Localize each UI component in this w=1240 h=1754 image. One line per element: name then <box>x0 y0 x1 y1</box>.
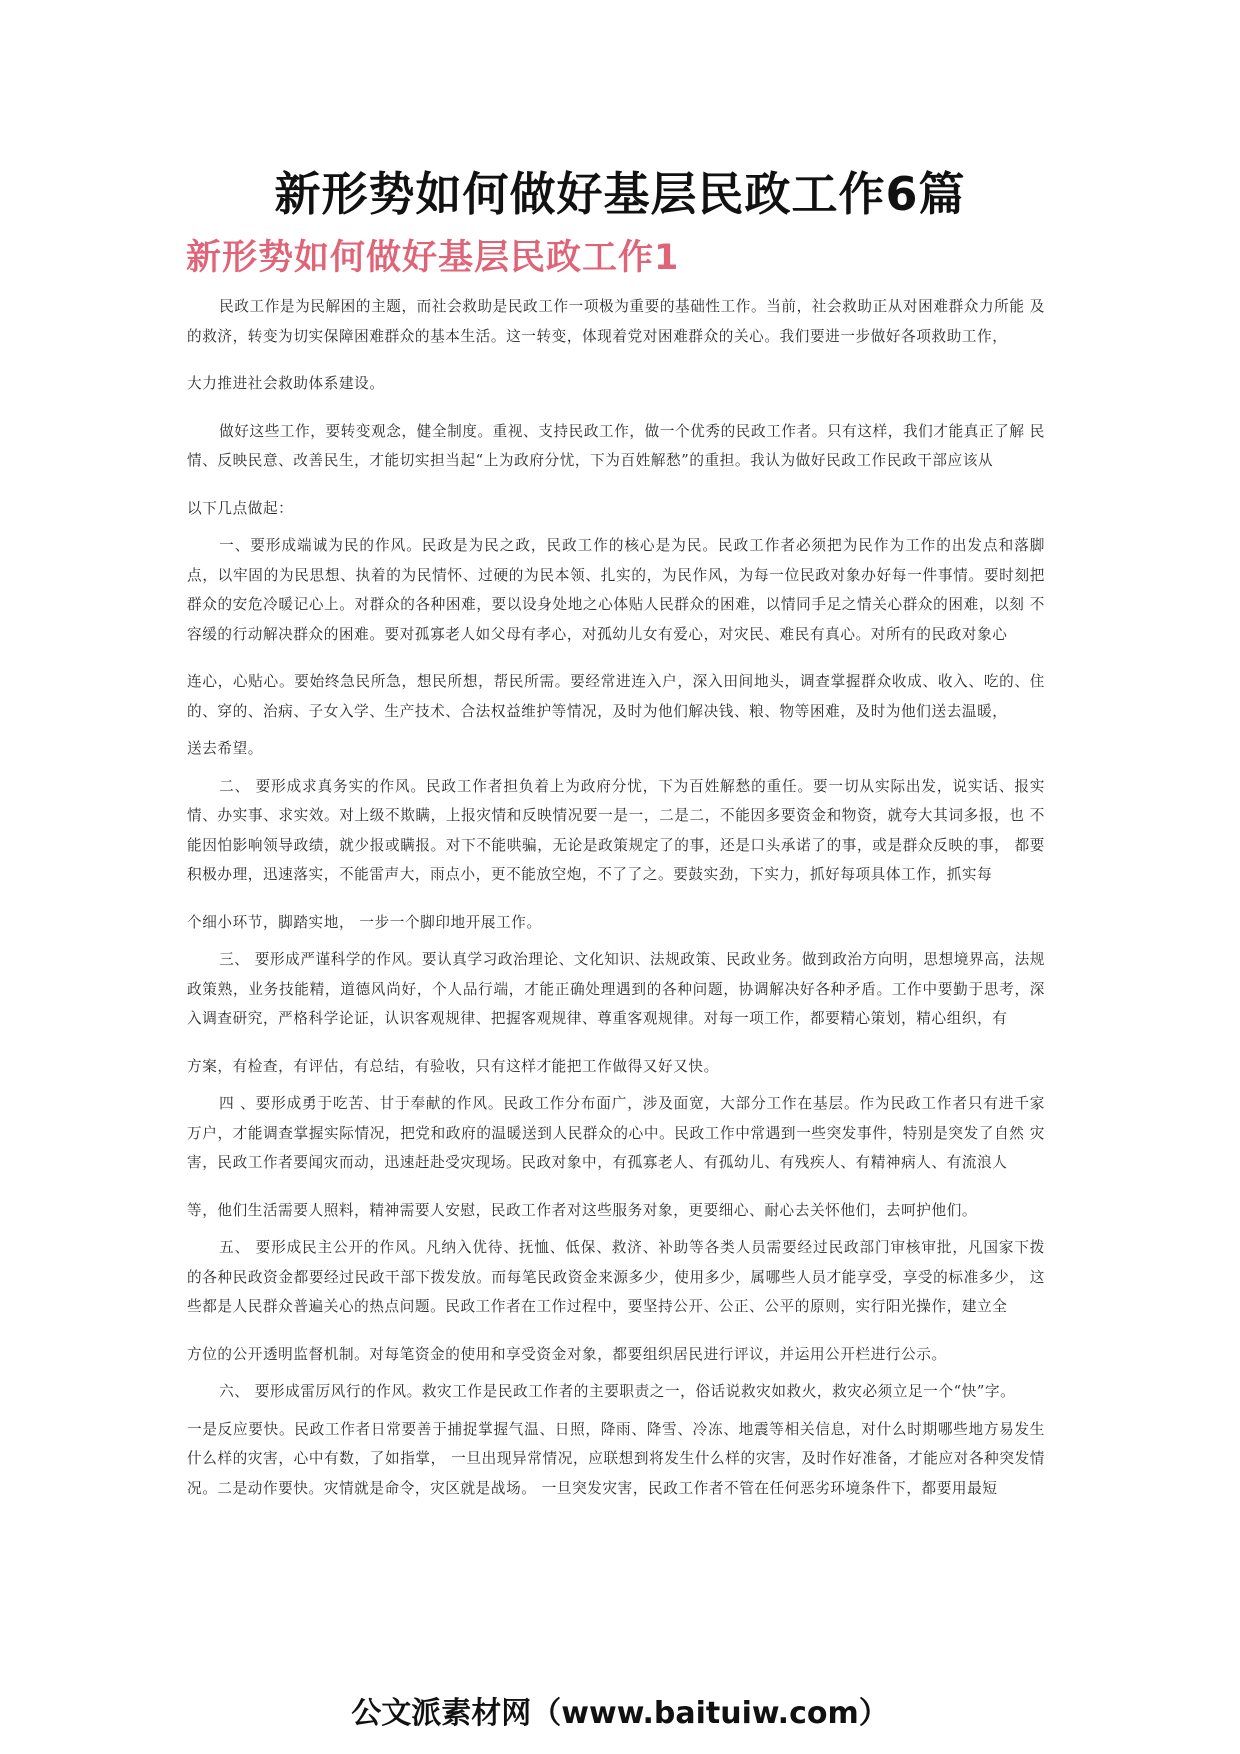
paragraph: 送去希望。 <box>187 740 263 757</box>
paragraph: 大力推进社会救助体系建设。 <box>187 375 385 392</box>
paragraph: 方案，有检查，有评估，有总结，有验收，只有这样才能把工作做得又好又快。 <box>187 1057 719 1075</box>
footer-watermark: 公文派素材网（www.baituiw.com） <box>351 1696 889 1731</box>
paragraph: 方位的公开透明监督机制。对每笔资金的使用和享受资金对象，都要组织居民进行评议，并运用公开栏进行公示。 <box>187 1345 947 1363</box>
paragraph: 一是反应要快。民政工作者日常要善于捕捉掌握气温、日照，降雨、降雪、冷冻、地震等相关信息，对什么时期哪些地方易发生什么样的灾害，心中有数，了如指掌， 一旦出现异常情况，应联想到将发生什么样的灾害，及时作好准备，才能应对各种突发情况。二是动作要快。灾情就是命令，灾区就是战场。 一旦突发灾害，民政工作者不管在任何恶劣环境条件下，都要用最短 <box>187 1420 1045 1497</box>
paragraph: 五、 要形成民主公开的作风。凡纳入优待、抚恤、低保、救济、补助等各类人员需要经过民政部门审核审批，凡国家下拨 的各种民政资金都要经过民政干部下拨发放。而每笔民政资金来源多少，使用多少，属哪些人员才能享受，享受的标准多少， 这些都是人民群众普遍关心的热点问题。民政工作者在工作过程中，要坚持公开、公正、公平的原则，实行阳光操作，建立全 <box>187 1239 1045 1315</box>
paragraph: 二、 要形成求真务实的作风。民政工作者担负着上为政府分忧，下为百姓解愁的重任。要一切从实际出发，说实话、报实 情、办实事、求实效。对上级不欺瞒，上报灾情和反映情况要一是一，二是二，不能因多要资金和物资，就夸大其词多报，也 不能因怕影响领导政绩，就少报或瞒报。对下不能哄骗，无论是政策规定了的事，还是口头承诺了的事，或是群众反映的事， 都要积极办理，迅速落实，不能雷声大，雨点小，更不能放空炮，不了了之。要鼓实劲，下实力，抓好每项具体工作，抓实每 <box>187 777 1045 883</box>
document-title: 新形势如何做好基层民政工作6篇 <box>274 167 966 221</box>
document-body <box>187 292 1045 1503</box>
paragraph: 以下几点做起： <box>187 499 294 517</box>
paragraph: 做好这些工作，要转变观念，健全制度。重视、支持民政工作，做一个优秀的民政工作者。只有这样，我们才能真正了解 民情、反映民意、改善民生，才能切实担当起“上为政府分忧，下为百姓解愁”的重担。我认为做好民政工作民政干部应该从 <box>187 422 1045 469</box>
paragraph: 等，他们生活需要人照料，精神需要人安慰，民政工作者对这些服务对象，更要细心、耐心去关怀他们，去呵护他们。 <box>187 1201 978 1219</box>
paragraph: 六、 要形成雷厉风行的作风。救灾工作是民政工作者的主要职责之一，俗话说救灾如救火，救灾必须立足一个“快”字。 <box>219 1383 1016 1400</box>
paragraph: 四 、要形成勇于吃苦、甘于奉献的作风。民政工作分布面广，涉及面宽，大部分工作在基层。作为民政工作者只有进千家 万户，才能调查掌握实际情况，把党和政府的温暖送到人民群众的心中。民政工作中常遇到一些突发事件，特别是突发了自然 灾害，民政工作者要闻灾而动，迅速赶赴受灾现场。民政对象中，有孤寡老人、有孤幼儿、有残疾人、有精神病人、有流浪人 <box>187 1095 1045 1171</box>
paragraph: 连心，心贴心。要始终急民所急，想民所想，帮民所需。要经常进连入户，深入田间地头，调查掌握群众收成、收入、吃的、住的、穿的、治病、子女入学、生产技术、合法权益维护等情况，及时为他们解决钱、粮、物等困难，及时为他们送去温暖， <box>187 673 1045 720</box>
section-heading: 新形势如何做好基层民政工作1 <box>186 238 680 278</box>
paragraph: 一、要形成端诚为民的作风。民政是为民之政，民政工作的核心是为民。民政工作者必须把为民作为工作的出发点和落脚点，以牢固的为民思想、执着的为民情怀、过硬的为民本领、扎实的，为民作风，为每一位民政对象办好每一件事情。要时刻把 群众的安危冷暖记心上。对群众的各种困难，要以设身处地之心体贴人民群众的困难，以情同手足之情关心群众的困难，以刻 不容缓的行动解决群众的困难。要对孤寡老人如父母有孝心，对孤幼儿女有爱心，对灾民、难民有真心。对所有的民政对象心 <box>187 537 1045 643</box>
paragraph: 民政工作是为民解困的主题，而社会救助是民政工作一项极为重要的基础性工作。当前，社会救助正从对困难群众力所能 及的救济，转变为切实保障困难群众的基本生活。这一转变，体现着党对困难群众的关心。我们要进一步做好各项救助工作， <box>187 298 1045 345</box>
paragraph: 个细小环节，脚踏实地， 一步一个脚印地开展工作。 <box>187 913 542 931</box>
paragraph: 三、 要形成严谨科学的作风。要认真学习政治理论、文化知识、法规政策、民政业务。做到政治方向明，思想境界高，法规政策熟，业务技能精，道德风尚好，个人品行端，才能正确处理遇到的各种问题，协调解决好各种矛盾。工作中要勤于思考，深入调查研究，严格科学论证，认识客观规律、把握客观规律、尊重客观规律。对每一项工作，都要精心策划，精心组织，有 <box>187 951 1045 1027</box>
